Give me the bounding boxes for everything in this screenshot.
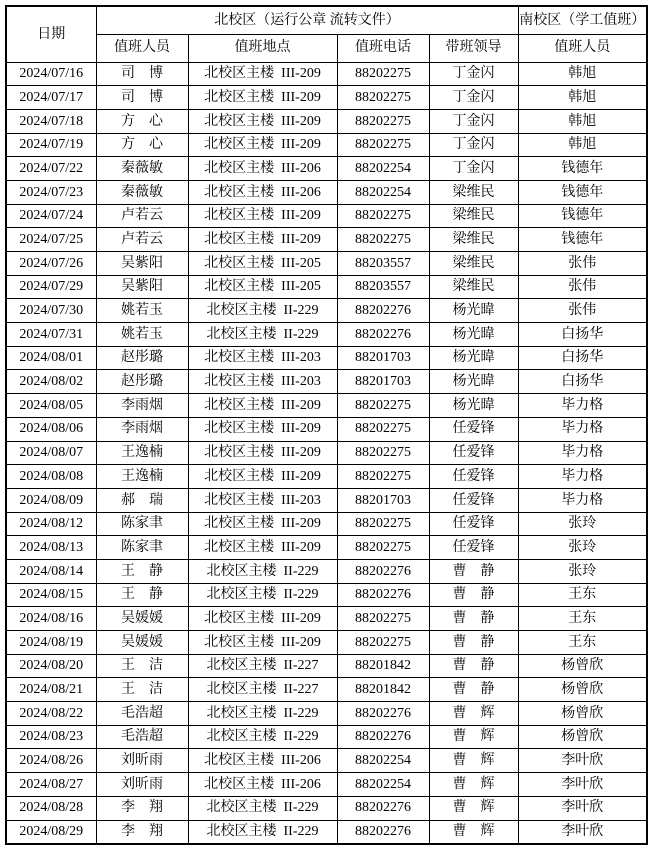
phone-cell: 88202275 bbox=[337, 62, 429, 86]
phone-cell: 88203557 bbox=[337, 275, 429, 299]
phone-cell: 88202275 bbox=[337, 86, 429, 110]
location-cell: 北校区主楼 II-229 bbox=[188, 559, 337, 583]
table-row bbox=[6, 86, 647, 110]
south-person-cell: 韩旭 bbox=[518, 133, 647, 157]
phone-cell: 88202276 bbox=[337, 299, 429, 323]
south-person-cell: 韩旭 bbox=[518, 109, 647, 133]
location-cell: 北校区主楼 III-209 bbox=[188, 228, 337, 252]
table-row bbox=[6, 62, 647, 86]
north-person-cell: 王 静 bbox=[96, 559, 188, 583]
location-cell: 北校区主楼 III-206 bbox=[188, 773, 337, 797]
leader-cell: 梁维民 bbox=[429, 228, 518, 252]
leader-cell: 丁金闪 bbox=[429, 157, 518, 181]
north-person-cell: 郝 瑞 bbox=[96, 488, 188, 512]
table-row bbox=[6, 417, 647, 441]
date-cell: 2024/08/09 bbox=[6, 488, 96, 512]
location-cell: 北校区主楼 II-229 bbox=[188, 583, 337, 607]
leader-cell: 任爱锋 bbox=[429, 441, 518, 465]
table-row bbox=[6, 773, 647, 797]
phone-cell: 88201703 bbox=[337, 370, 429, 394]
north-person-cell: 卢若云 bbox=[96, 228, 188, 252]
south-person-cell: 杨曾欣 bbox=[518, 702, 647, 726]
date-cell: 2024/07/25 bbox=[6, 228, 96, 252]
south-person-cell: 韩旭 bbox=[518, 86, 647, 110]
south-person-cell: 杨曾欣 bbox=[518, 725, 647, 749]
header-south-person: 值班人员 bbox=[518, 34, 647, 62]
table-row bbox=[6, 228, 647, 252]
location-cell: 北校区主楼 III-206 bbox=[188, 180, 337, 204]
date-cell: 2024/07/17 bbox=[6, 86, 96, 110]
date-cell: 2024/08/01 bbox=[6, 346, 96, 370]
leader-cell: 杨光暐 bbox=[429, 394, 518, 418]
table-row bbox=[6, 346, 647, 370]
location-cell: 北校区主楼 III-209 bbox=[188, 62, 337, 86]
location-cell: 北校区主楼 II-229 bbox=[188, 725, 337, 749]
south-person-cell: 白扬华 bbox=[518, 370, 647, 394]
phone-cell: 88202254 bbox=[337, 749, 429, 773]
table-header bbox=[6, 6, 647, 62]
date-cell: 2024/08/26 bbox=[6, 749, 96, 773]
north-person-cell: 李雨烟 bbox=[96, 394, 188, 418]
north-person-cell: 吴紫阳 bbox=[96, 275, 188, 299]
leader-cell: 曹 辉 bbox=[429, 702, 518, 726]
north-person-cell: 赵彤璐 bbox=[96, 346, 188, 370]
date-cell: 2024/07/24 bbox=[6, 204, 96, 228]
phone-cell: 88202276 bbox=[337, 583, 429, 607]
location-cell: 北校区主楼 II-227 bbox=[188, 678, 337, 702]
location-cell: 北校区主楼 III-206 bbox=[188, 749, 337, 773]
leader-cell: 任爱锋 bbox=[429, 417, 518, 441]
date-cell: 2024/07/23 bbox=[6, 180, 96, 204]
table-row bbox=[6, 607, 647, 631]
north-person-cell: 李 翔 bbox=[96, 820, 188, 844]
location-cell: 北校区主楼 II-229 bbox=[188, 796, 337, 820]
phone-cell: 88201842 bbox=[337, 678, 429, 702]
phone-cell: 88202254 bbox=[337, 157, 429, 181]
leader-cell: 曹 静 bbox=[429, 631, 518, 655]
south-person-cell: 白扬华 bbox=[518, 346, 647, 370]
phone-cell: 88202276 bbox=[337, 820, 429, 844]
date-cell: 2024/07/26 bbox=[6, 252, 96, 276]
date-cell: 2024/08/21 bbox=[6, 678, 96, 702]
date-cell: 2024/08/29 bbox=[6, 820, 96, 844]
location-cell: 北校区主楼 III-203 bbox=[188, 346, 337, 370]
header-row-campus bbox=[6, 6, 647, 34]
location-cell: 北校区主楼 III-209 bbox=[188, 204, 337, 228]
south-person-cell: 杨曾欣 bbox=[518, 654, 647, 678]
date-cell: 2024/08/14 bbox=[6, 559, 96, 583]
south-person-cell: 白扬华 bbox=[518, 323, 647, 347]
phone-cell: 88203557 bbox=[337, 252, 429, 276]
table-row bbox=[6, 488, 647, 512]
north-person-cell: 刘昕雨 bbox=[96, 773, 188, 797]
north-person-cell: 姚若玉 bbox=[96, 299, 188, 323]
table-row bbox=[6, 678, 647, 702]
phone-cell: 88202276 bbox=[337, 725, 429, 749]
leader-cell: 杨光暐 bbox=[429, 346, 518, 370]
header-phone: 值班电话 bbox=[337, 34, 429, 62]
location-cell: 北校区主楼 III-209 bbox=[188, 417, 337, 441]
date-cell: 2024/08/22 bbox=[6, 702, 96, 726]
leader-cell: 曹 辉 bbox=[429, 820, 518, 844]
header-north-campus: 北校区（运行公章 流转文件） bbox=[96, 6, 518, 34]
location-cell: 北校区主楼 III-209 bbox=[188, 86, 337, 110]
location-cell: 北校区主楼 III-203 bbox=[188, 488, 337, 512]
phone-cell: 88202275 bbox=[337, 133, 429, 157]
location-cell: 北校区主楼 II-229 bbox=[188, 299, 337, 323]
table-row bbox=[6, 109, 647, 133]
leader-cell: 曹 静 bbox=[429, 583, 518, 607]
location-cell: 北校区主楼 II-227 bbox=[188, 654, 337, 678]
north-person-cell: 秦薇敏 bbox=[96, 180, 188, 204]
date-cell: 2024/08/13 bbox=[6, 536, 96, 560]
table-row bbox=[6, 370, 647, 394]
north-person-cell: 王逸楠 bbox=[96, 465, 188, 489]
north-person-cell: 王 静 bbox=[96, 583, 188, 607]
phone-cell: 88202275 bbox=[337, 109, 429, 133]
location-cell: 北校区主楼 III-209 bbox=[188, 631, 337, 655]
leader-cell: 梁维民 bbox=[429, 180, 518, 204]
north-person-cell: 秦薇敏 bbox=[96, 157, 188, 181]
date-cell: 2024/08/06 bbox=[6, 417, 96, 441]
table-row bbox=[6, 702, 647, 726]
south-person-cell: 毕力格 bbox=[518, 488, 647, 512]
north-person-cell: 王逸楠 bbox=[96, 441, 188, 465]
south-person-cell: 毕力格 bbox=[518, 417, 647, 441]
leader-cell: 杨光暐 bbox=[429, 323, 518, 347]
phone-cell: 88201703 bbox=[337, 346, 429, 370]
north-person-cell: 毛浩超 bbox=[96, 702, 188, 726]
leader-cell: 曹 静 bbox=[429, 654, 518, 678]
north-person-cell: 陈家聿 bbox=[96, 512, 188, 536]
phone-cell: 88202254 bbox=[337, 180, 429, 204]
phone-cell: 88202275 bbox=[337, 465, 429, 489]
north-person-cell: 刘昕雨 bbox=[96, 749, 188, 773]
south-person-cell: 毕力格 bbox=[518, 394, 647, 418]
location-cell: 北校区主楼 III-203 bbox=[188, 370, 337, 394]
table-row bbox=[6, 275, 647, 299]
north-person-cell: 赵彤璐 bbox=[96, 370, 188, 394]
header-north-person: 值班人员 bbox=[96, 34, 188, 62]
phone-cell: 88202275 bbox=[337, 607, 429, 631]
phone-cell: 88201842 bbox=[337, 654, 429, 678]
leader-cell: 任爱锋 bbox=[429, 512, 518, 536]
header-leader: 带班领导 bbox=[429, 34, 518, 62]
north-person-cell: 卢若云 bbox=[96, 204, 188, 228]
phone-cell: 88202275 bbox=[337, 441, 429, 465]
date-cell: 2024/08/23 bbox=[6, 725, 96, 749]
table-row bbox=[6, 796, 647, 820]
table-row bbox=[6, 725, 647, 749]
leader-cell: 任爱锋 bbox=[429, 536, 518, 560]
north-person-cell: 吴媛媛 bbox=[96, 631, 188, 655]
phone-cell: 88202276 bbox=[337, 796, 429, 820]
phone-cell: 88202275 bbox=[337, 536, 429, 560]
phone-cell: 88202254 bbox=[337, 773, 429, 797]
south-person-cell: 张伟 bbox=[518, 252, 647, 276]
header-south-campus: 南校区（学工值班） bbox=[518, 6, 647, 34]
leader-cell: 丁金闪 bbox=[429, 109, 518, 133]
leader-cell: 丁金闪 bbox=[429, 133, 518, 157]
south-person-cell: 李叶欣 bbox=[518, 796, 647, 820]
south-person-cell: 韩旭 bbox=[518, 62, 647, 86]
north-person-cell: 方 心 bbox=[96, 109, 188, 133]
leader-cell: 丁金闪 bbox=[429, 86, 518, 110]
leader-cell: 梁维民 bbox=[429, 252, 518, 276]
leader-cell: 曹 静 bbox=[429, 607, 518, 631]
north-person-cell: 李雨烟 bbox=[96, 417, 188, 441]
date-cell: 2024/07/19 bbox=[6, 133, 96, 157]
date-cell: 2024/08/07 bbox=[6, 441, 96, 465]
south-person-cell: 王东 bbox=[518, 631, 647, 655]
south-person-cell: 王东 bbox=[518, 607, 647, 631]
south-person-cell: 张伟 bbox=[518, 275, 647, 299]
leader-cell: 曹 辉 bbox=[429, 725, 518, 749]
south-person-cell: 钱德年 bbox=[518, 204, 647, 228]
phone-cell: 88202275 bbox=[337, 394, 429, 418]
date-cell: 2024/07/30 bbox=[6, 299, 96, 323]
north-person-cell: 王 洁 bbox=[96, 654, 188, 678]
location-cell: 北校区主楼 III-209 bbox=[188, 133, 337, 157]
phone-cell: 88202276 bbox=[337, 559, 429, 583]
south-person-cell: 王东 bbox=[518, 583, 647, 607]
location-cell: 北校区主楼 III-209 bbox=[188, 465, 337, 489]
south-person-cell: 李叶欣 bbox=[518, 773, 647, 797]
south-person-cell: 张伟 bbox=[518, 299, 647, 323]
date-cell: 2024/08/27 bbox=[6, 773, 96, 797]
table-row bbox=[6, 441, 647, 465]
leader-cell: 任爱锋 bbox=[429, 465, 518, 489]
location-cell: 北校区主楼 III-209 bbox=[188, 394, 337, 418]
phone-cell: 88202276 bbox=[337, 702, 429, 726]
leader-cell: 曹 辉 bbox=[429, 749, 518, 773]
location-cell: 北校区主楼 III-209 bbox=[188, 536, 337, 560]
north-person-cell: 陈家聿 bbox=[96, 536, 188, 560]
north-person-cell: 姚若玉 bbox=[96, 323, 188, 347]
north-person-cell: 吴紫阳 bbox=[96, 252, 188, 276]
table-row bbox=[6, 512, 647, 536]
date-cell: 2024/08/08 bbox=[6, 465, 96, 489]
table-row bbox=[6, 536, 647, 560]
south-person-cell: 毕力格 bbox=[518, 441, 647, 465]
table-row bbox=[6, 631, 647, 655]
table-row bbox=[6, 252, 647, 276]
table-row bbox=[6, 180, 647, 204]
phone-cell: 88202276 bbox=[337, 323, 429, 347]
north-person-cell: 王 洁 bbox=[96, 678, 188, 702]
north-person-cell: 方 心 bbox=[96, 133, 188, 157]
north-person-cell: 吴媛媛 bbox=[96, 607, 188, 631]
date-cell: 2024/07/29 bbox=[6, 275, 96, 299]
location-cell: 北校区主楼 III-209 bbox=[188, 607, 337, 631]
date-cell: 2024/08/05 bbox=[6, 394, 96, 418]
south-person-cell: 张玲 bbox=[518, 536, 647, 560]
table-row bbox=[6, 157, 647, 181]
location-cell: 北校区主楼 III-209 bbox=[188, 109, 337, 133]
table-row bbox=[6, 559, 647, 583]
table-row bbox=[6, 749, 647, 773]
south-person-cell: 杨曾欣 bbox=[518, 678, 647, 702]
date-cell: 2024/08/19 bbox=[6, 631, 96, 655]
location-cell: 北校区主楼 II-229 bbox=[188, 702, 337, 726]
leader-cell: 梁维民 bbox=[429, 204, 518, 228]
location-cell: 北校区主楼 III-209 bbox=[188, 441, 337, 465]
table-row bbox=[6, 583, 647, 607]
table-row bbox=[6, 323, 647, 347]
south-person-cell: 李叶欣 bbox=[518, 820, 647, 844]
south-person-cell: 张玲 bbox=[518, 559, 647, 583]
date-cell: 2024/08/02 bbox=[6, 370, 96, 394]
table-row bbox=[6, 394, 647, 418]
leader-cell: 杨光暐 bbox=[429, 299, 518, 323]
table-row bbox=[6, 465, 647, 489]
leader-cell: 曹 辉 bbox=[429, 773, 518, 797]
leader-cell: 任爱锋 bbox=[429, 488, 518, 512]
north-person-cell: 李 翔 bbox=[96, 796, 188, 820]
south-person-cell: 李叶欣 bbox=[518, 749, 647, 773]
south-person-cell: 张玲 bbox=[518, 512, 647, 536]
phone-cell: 88202275 bbox=[337, 204, 429, 228]
north-person-cell: 毛浩超 bbox=[96, 725, 188, 749]
location-cell: 北校区主楼 III-205 bbox=[188, 252, 337, 276]
date-cell: 2024/08/16 bbox=[6, 607, 96, 631]
header-date: 日期 bbox=[6, 6, 96, 62]
leader-cell: 梁维民 bbox=[429, 275, 518, 299]
date-cell: 2024/08/15 bbox=[6, 583, 96, 607]
leader-cell: 丁金闪 bbox=[429, 62, 518, 86]
date-cell: 2024/07/18 bbox=[6, 109, 96, 133]
table-body bbox=[6, 62, 647, 844]
date-cell: 2024/07/31 bbox=[6, 323, 96, 347]
date-cell: 2024/08/28 bbox=[6, 796, 96, 820]
leader-cell: 曹 辉 bbox=[429, 796, 518, 820]
date-cell: 2024/07/22 bbox=[6, 157, 96, 181]
table-row bbox=[6, 133, 647, 157]
table-row bbox=[6, 820, 647, 844]
south-person-cell: 钱德年 bbox=[518, 157, 647, 181]
date-cell: 2024/08/12 bbox=[6, 512, 96, 536]
location-cell: 北校区主楼 III-205 bbox=[188, 275, 337, 299]
leader-cell: 曹 静 bbox=[429, 559, 518, 583]
location-cell: 北校区主楼 II-229 bbox=[188, 323, 337, 347]
north-person-cell: 司 博 bbox=[96, 62, 188, 86]
table-row bbox=[6, 204, 647, 228]
north-person-cell: 司 博 bbox=[96, 86, 188, 110]
phone-cell: 88202275 bbox=[337, 228, 429, 252]
south-person-cell: 毕力格 bbox=[518, 465, 647, 489]
location-cell: 北校区主楼 II-229 bbox=[188, 820, 337, 844]
header-location: 值班地点 bbox=[188, 34, 337, 62]
table-row bbox=[6, 299, 647, 323]
phone-cell: 88202275 bbox=[337, 512, 429, 536]
phone-cell: 88201703 bbox=[337, 488, 429, 512]
header-row-columns bbox=[6, 34, 647, 62]
date-cell: 2024/07/16 bbox=[6, 62, 96, 86]
duty-roster-table bbox=[5, 5, 648, 845]
location-cell: 北校区主楼 III-206 bbox=[188, 157, 337, 181]
south-person-cell: 钱德年 bbox=[518, 228, 647, 252]
south-person-cell: 钱德年 bbox=[518, 180, 647, 204]
phone-cell: 88202275 bbox=[337, 631, 429, 655]
location-cell: 北校区主楼 III-209 bbox=[188, 512, 337, 536]
phone-cell: 88202275 bbox=[337, 417, 429, 441]
date-cell: 2024/08/20 bbox=[6, 654, 96, 678]
leader-cell: 杨光暐 bbox=[429, 370, 518, 394]
table-row bbox=[6, 654, 647, 678]
leader-cell: 曹 静 bbox=[429, 678, 518, 702]
